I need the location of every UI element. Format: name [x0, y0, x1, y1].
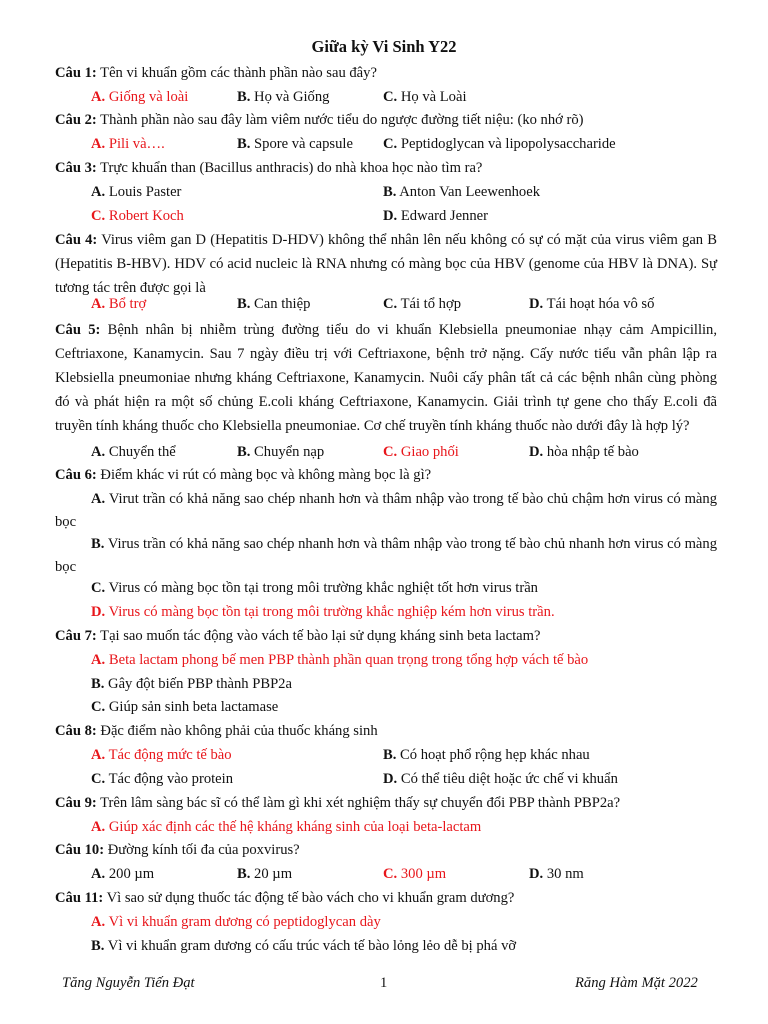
text-content: Bệnh nhân bị nhiễm trùng đường tiểu do vi khuẩn Klebsiella pneumoniae nhạy cảm Ampicillin, Ceftriaxone, Kanamycin. Sau 7 ngày điều trị với Ceftriaxone, bệnh trở nặng. Cấy nước tiểu vẫn phân lập ra Klebsiella pneumoniae nhưng kháng Ceftriaxone, Kanamycin. Nuôi cấy phân tất cả các bệnh nhân cùng phòng đó và phát hiện ra một số chủng E.coli kháng Ceftriaxone, Kanamycin. Giải trình tự gene cho thấy E.coli đã truyền tính kháng thuốc cho Klebsiella pneumoniae. Cơ chế truyền tính kháng thuốc nào dưới đây là hợp lý? — [55, 322, 717, 434]
question-7 — [55, 626, 540, 646]
question-number: Câu 4: — [55, 232, 98, 248]
text-content: Chuyển thể — [105, 444, 176, 460]
q3-option-a — [91, 182, 181, 202]
text-content: Có hoạt phổ rộng hẹp khác nhau — [396, 747, 590, 763]
text-content: Đặc điểm nào không phải của thuốc kháng sinh — [96, 723, 378, 739]
option-label: C. — [91, 771, 106, 787]
q3-option-b — [383, 182, 540, 202]
option-label: D. — [383, 771, 398, 787]
text-content: 200 µm — [105, 866, 155, 882]
question-number: Câu 1: — [55, 65, 97, 81]
option-label: D. — [529, 296, 544, 312]
document-title: Giữa kỳ Vi Sinh Y22 — [311, 37, 457, 56]
q6-option-b — [55, 533, 717, 579]
option-label: C. — [91, 699, 106, 715]
text-content: Thành phần nào sau đây làm viêm nước tiểu do ngược đường tiết niệu: (ko nhớ rõ) — [96, 112, 584, 128]
question-text: Tên vi khuẩn gồm các thành phần nào sau đây? — [96, 65, 377, 81]
text-content: Có thể tiêu diệt hoặc ức chế vi khuẩn — [397, 771, 618, 787]
text-content: Can thiệp — [250, 296, 311, 312]
option-label: A. — [91, 136, 106, 152]
q4-option-a — [91, 294, 146, 314]
q9-option-a — [91, 817, 481, 837]
option-label: B. — [91, 938, 105, 954]
question-number: Câu 6: — [55, 467, 97, 483]
footer-page-number: 1 — [380, 975, 388, 991]
text-content: Peptidoglycan và lipopolysaccharide — [397, 136, 616, 152]
option-label: C. — [91, 208, 106, 224]
q2-option-c — [383, 134, 616, 154]
text-content: Đường kính tối đa của poxvirus? — [104, 842, 300, 858]
q10-option-c — [383, 864, 446, 884]
question-number: Câu 7: — [55, 628, 97, 644]
q6-option-a — [55, 488, 717, 534]
option-label: B. — [237, 444, 251, 460]
text-content: Virus trần có khả năng sao chép nhanh hơn và thâm nhập vào trong tế bào chủ nhanh hơn virus có màng bọc — [55, 536, 717, 575]
text-content: Điểm khác vi rút có màng bọc và không màng bọc là gì? — [96, 467, 432, 483]
question-9 — [55, 793, 620, 813]
text-content: Giao phối — [397, 444, 459, 460]
q7-option-c — [91, 697, 278, 717]
text-content: Vì sao sử dụng thuốc tác động tế bào vách cho vi khuẩn gram dương? — [103, 890, 515, 906]
text-content: Tác động vào protein — [105, 771, 233, 787]
text-content: Tái tổ hợp — [397, 296, 461, 312]
question-number: Câu 5: — [55, 322, 101, 338]
option-label: A. — [91, 747, 106, 763]
question-number: Câu 11: — [55, 890, 104, 906]
text-content: Tác động mức tế bào — [105, 747, 232, 763]
text-content: Họ và Giống — [250, 89, 330, 105]
q4-option-c — [383, 294, 461, 314]
text-content: Vì vi khuẩn gram dương có cấu trúc vách tế bào lỏng lẻo dễ bị phá vỡ — [104, 938, 517, 954]
option-label: B. — [237, 866, 251, 882]
text-content: Bổ trợ — [105, 296, 147, 312]
text-content: Virus có màng bọc tồn tại trong môi trường khắc nghiệp kém hơn virus trần. — [105, 604, 555, 620]
q1-option-c — [383, 87, 467, 107]
option-label: B. — [237, 296, 251, 312]
q1-option-b — [237, 87, 329, 107]
question-number: Câu 3: — [55, 160, 97, 176]
question-2 — [55, 110, 584, 130]
footer-class: Răng Hàm Mặt 2022 — [575, 975, 698, 991]
text-content: 20 µm — [250, 866, 293, 882]
q5-option-d — [529, 442, 639, 462]
option-label: A. — [91, 819, 106, 835]
text-content: Louis Paster — [105, 184, 182, 200]
question-8 — [55, 721, 378, 741]
option-label: C. — [91, 580, 106, 596]
text-content: Virus có màng bọc tồn tại trong môi trường khắc nghiệt tốt hơn virus trần — [105, 580, 538, 596]
option-label: D. — [91, 604, 106, 620]
q10-option-b — [237, 864, 292, 884]
q8-option-c — [91, 769, 233, 789]
text-content: Trực khuẩn than (Bacillus anthracis) do nhà khoa học nào tìm ra? — [96, 160, 483, 176]
question-number: Câu 10: — [55, 842, 105, 858]
option-label: D. — [529, 444, 544, 460]
q6-option-c — [91, 578, 538, 598]
text-content: Giống và loài — [105, 89, 189, 105]
option-label: A. — [91, 914, 106, 930]
option-label: A. — [91, 652, 106, 668]
question-number: Câu 2: — [55, 112, 97, 128]
question-1 — [55, 63, 377, 83]
q5-option-c — [383, 442, 459, 462]
option-label: A. — [91, 184, 106, 200]
option-label: B. — [237, 136, 251, 152]
q4-option-b — [237, 294, 310, 314]
q8-option-a — [91, 745, 232, 765]
text-content: Tái hoạt hóa vô số — [543, 296, 655, 312]
option-label: C. — [383, 296, 398, 312]
q11-option-a — [91, 912, 381, 932]
text-content: Họ và Loài — [397, 89, 467, 105]
text-content: Virut trần có khả năng sao chép nhanh hơn và thâm nhập vào trong tế bào chủ chậm hơn virus có màng bọc — [55, 491, 717, 530]
option-label: A. — [91, 444, 106, 460]
footer-author: Tăng Nguyễn Tiến Đạt — [62, 975, 195, 991]
q6-option-d — [91, 602, 555, 622]
option-label: C. — [383, 89, 398, 105]
option-label: B. — [383, 184, 397, 200]
question-6 — [55, 465, 431, 485]
text-content: Edward Jenner — [397, 208, 488, 224]
question-number: Câu 9: — [55, 795, 97, 811]
q8-option-d — [383, 769, 618, 789]
q7-option-a — [91, 650, 588, 670]
text-content: Giúp sản sinh beta lactamase — [105, 699, 279, 715]
text-content: Anton Van Leewenhoek — [396, 184, 540, 200]
option-label: C. — [383, 866, 398, 882]
text-content: 30 nm — [543, 866, 584, 882]
option-label: C. — [383, 136, 398, 152]
option-label: A. — [91, 491, 106, 507]
q5-option-a — [91, 442, 176, 462]
option-label: B. — [383, 747, 397, 763]
option-label: A. — [91, 866, 106, 882]
text-content: Spore và capsule — [250, 136, 353, 152]
text-content: Robert Koch — [105, 208, 184, 224]
text-content: Virus viêm gan D (Hepatitis D-HDV) không thể nhân lên nếu không có sự có mặt của virus viêm gan B (Hepatitis B-HBV). HDV có acid nucleic là RNA nhưng có màng bọc của HBV (genome của HBV là DNA). Sự tương tác trên được gọi là — [55, 232, 717, 296]
question-5 — [55, 318, 717, 438]
option-label: B. — [91, 536, 105, 552]
q4-option-d — [529, 294, 654, 314]
text-content: Pili và…. — [105, 136, 165, 152]
option-label: A. — [91, 296, 106, 312]
option-label: A. — [91, 89, 106, 105]
q11-option-b — [91, 936, 516, 956]
question-4 — [55, 228, 717, 300]
text-content: Vì vi khuẩn gram dương có peptidoglycan dày — [105, 914, 381, 930]
q8-option-b — [383, 745, 590, 765]
q10-option-a — [91, 864, 154, 884]
question-10 — [55, 840, 300, 860]
option-label: C. — [383, 444, 398, 460]
q3-option-d — [383, 206, 488, 226]
option-label: D. — [383, 208, 398, 224]
question-number: Câu 8: — [55, 723, 97, 739]
text-content: Gây đột biến PBP thành PBP2a — [104, 676, 292, 692]
text-content: Chuyển nạp — [250, 444, 325, 460]
question-3 — [55, 158, 482, 178]
text-content: Trên lâm sàng bác sĩ có thể làm gì khi xét nghiệm thấy sự chuyển đổi PBP thành PBP2a? — [96, 795, 621, 811]
text-content: hòa nhập tế bào — [543, 444, 639, 460]
option-label: D. — [529, 866, 544, 882]
text-content: Tại sao muốn tác động vào vách tế bào lại sử dụng kháng sinh beta lactam? — [96, 628, 541, 644]
text-content: 300 µm — [397, 866, 447, 882]
q10-option-d — [529, 864, 584, 884]
text-content: Giúp xác định các thế hệ kháng kháng sinh của loại beta-lactam — [105, 819, 482, 835]
question-11 — [55, 888, 514, 908]
q2-option-a — [91, 134, 165, 154]
q2-option-b — [237, 134, 353, 154]
text-content: Beta lactam phong bế men PBP thành phần quan trọng trong tổng hợp vách tế bào — [105, 652, 589, 668]
q7-option-b — [91, 674, 292, 694]
option-label: B. — [91, 676, 105, 692]
q3-option-c — [91, 206, 184, 226]
q1-option-a — [91, 87, 188, 107]
option-label: B. — [237, 89, 251, 105]
q5-option-b — [237, 442, 324, 462]
